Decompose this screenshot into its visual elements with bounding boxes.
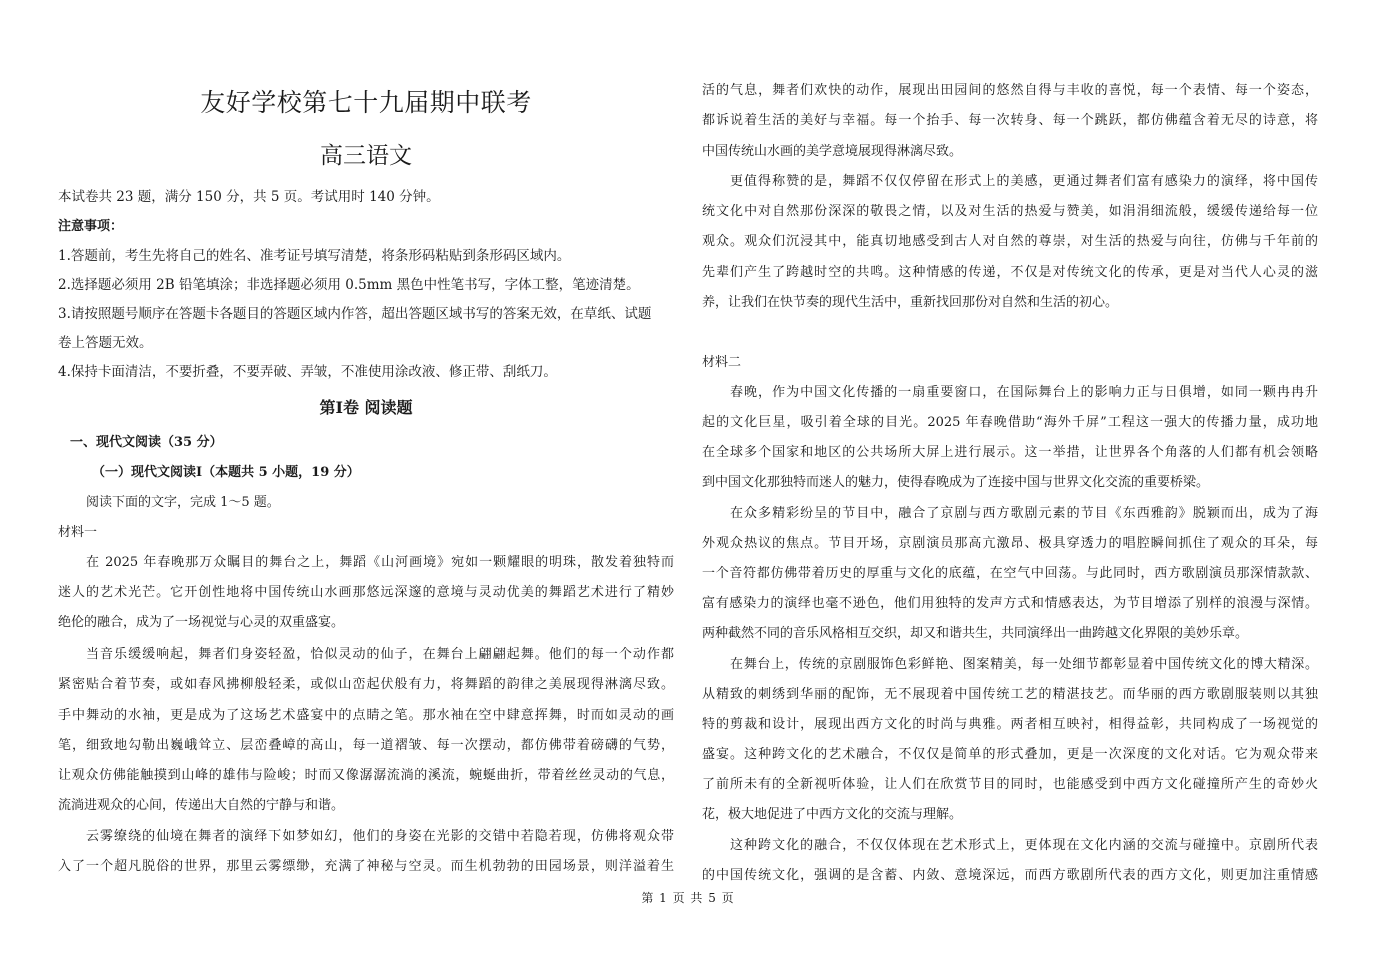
paragraph-line: 起的文化巨星，吸引着全球的目光。2025 年春晚借助“海外千屏”工程这一强大的传播力量，成功地 (702, 415, 1318, 430)
paragraph-line: 手中舞动的水袖，更是成为了这场艺术盛宴中的点睛之笔。那水袖在空中肆意挥舞，时而如灵动的画 (58, 708, 674, 723)
paragraph-line: 在众多精彩纷呈的节目中，融合了京剧与西方歌剧元素的节目《东西雅韵》脱颖而出，成为了海 (730, 506, 1318, 521)
notice-item: 2.选择题必须用 2B 铅笔填涂；非选择题必须用 0.5mm 黑色中性笔书写，字体工整，笔迹清楚。 (58, 277, 640, 293)
paragraph-line: 在 2025 年春晚那万众瞩目的舞台之上，舞蹈《山河画境》宛如一颗耀眼的明珠，散发着独特而 (86, 555, 674, 570)
paragraph-line: 的中国传统文化，强调的是含蓄、内敛、意境深远，而西方歌剧所代表的西方文化，则更加注重情感 (702, 868, 1318, 883)
part-heading: 一、现代文阅读（35 分） (70, 435, 223, 450)
paragraph-line: 统文化中对自然那份深深的敬畏之情，以及对生活的热爱与赞美，如涓涓细流般，缓缓传递给每一位 (702, 204, 1318, 219)
paragraph-line: 特的剪裁和设计，展现出西方文化的时尚与典雅。两者相互映衬，相得益彰，共同构成了一场视觉的 (702, 717, 1318, 732)
notice-item: 1.答题前，考生先将自己的姓名、准考证号填写清楚，将条形码粘贴到条形码区域内。 (58, 248, 571, 264)
notice-item: 4.保持卡面清洁，不要折叠，不要弄破、弄皱，不准使用涂改液、修正带、刮纸刀。 (58, 364, 557, 380)
paragraph-line: 外观众热议的焦点。节目开场，京剧演员那高亢激昂、极具穿透力的唱腔瞬间抓住了观众的耳朵，每 (702, 536, 1318, 551)
exam-title: 友好学校第七十九届期中联考 (200, 88, 532, 117)
paragraph-line: 这种跨文化的融合，不仅仅体现在艺术形式上，更体现在文化内涵的交流与碰撞中。京剧所代表 (730, 838, 1318, 853)
paragraph-line: 在舞台上，传统的京剧服饰色彩鲜艳、图案精美，每一处细节都彰显着中国传统文化的博大精深。 (730, 657, 1318, 672)
paragraph-line: 绝伦的融合，成为了一场视觉与心灵的双重盛宴。 (58, 615, 345, 630)
page-footer: 第 1 页 共 5 页 (641, 891, 735, 905)
paragraph-line: 观众。观众们沉浸其中，能真切地感受到古人对自然的尊崇，对生活的热爱与向往，仿佛与千年前的 (702, 234, 1318, 249)
exam-info: 本试卷共 23 题，满分 150 分，共 5 页。考试用时 140 分钟。 (58, 189, 440, 205)
paragraph-line: 春晚，作为中国文化传播的一扇重要窗口，在国际舞台上的影响力正与日俱增，如同一颗冉冉升 (730, 385, 1318, 400)
paragraph-line: 活的气息，舞者们欢快的动作，展现出田园间的悠然自得与丰收的喜悦，每一个表情、每一个姿态， (702, 83, 1318, 98)
paragraph-line: 笔，细致地勾勒出巍峨耸立、层峦叠嶂的高山，每一道褶皱、每一次摆动，都仿佛带着磅礴的气势， (58, 738, 674, 753)
paragraph-line: 养，让我们在快节奏的现代生活中，重新找回那份对自然和生活的初心。 (702, 295, 1119, 310)
reading-instruction: 阅读下面的文字，完成 1～5 题。 (86, 495, 280, 510)
paragraph-line: 入了一个超凡脱俗的世界，那里云雾缥缈，充满了神秘与空灵。而生机勃勃的田园场景，则洋溢着生 (58, 859, 674, 874)
paragraph-line: 富有感染力的演绎也毫不逊色，他们用独特的发声方式和情感表达，为节目增添了别样的浪漫与深情。 (702, 596, 1318, 611)
notice-item: 3.请按照题号顺序在答题卡各题目的答题区域内作答，超出答题区域书写的答案无效，在草纸、试题 (58, 306, 652, 322)
paragraph-line: 都诉说着生活的美好与幸福。每一个抬手、每一次转身、每一个跳跃，都仿佛蕴含着无尽的诗意，将 (702, 113, 1318, 128)
paragraph-line: 了前所未有的全新视听体验，让人们在欣赏节目的同时，也能感受到中西方文化碰撞所产生的奇妙火 (702, 777, 1318, 792)
volume-title: 第Ⅰ卷 阅读题 (319, 398, 413, 417)
paragraph-line: 让观众仿佛能触摸到山峰的雄伟与险峻；时而又像潺潺流淌的溪流，蜿蜒曲折，带着丝丝灵动的气息， (58, 768, 674, 783)
material-label: 材料二 (702, 355, 742, 370)
paragraph-line: 中国传统山水画的美学意境展现得淋漓尽致。 (702, 144, 963, 159)
paragraph-line: 一个音符都仿佛带着历史的厚重与文化的底蕴，在空气中回荡。与此同时，西方歌剧演员那深情款款、 (702, 566, 1318, 581)
paragraph-line: 两种截然不同的音乐风格相互交织，却又和谐共生，共同演绎出一曲跨越文化界限的美妙乐章。 (702, 626, 1249, 641)
paragraph-line: 紧密贴合着节奏，或如春风拂柳般轻柔，或似山峦起伏般有力，将舞蹈的韵律之美展现得淋漓尽致。 (58, 677, 674, 692)
paragraph-line: 从精致的刺绣到华丽的配饰，无不展现着中国传统工艺的精湛技艺。而华丽的西方歌剧服装则以其独 (702, 687, 1318, 702)
paragraph-line: 花，极大地促进了中西方文化的交流与理解。 (702, 807, 963, 822)
paragraph-line: 流淌进观众的心间，传递出大自然的宁静与和谐。 (58, 798, 345, 813)
paragraph-line: 迷人的艺术光芒。它开创性地将中国传统山水画那悠远深邃的意境与灵动优美的舞蹈艺术进行了精妙 (58, 585, 674, 600)
paragraph-line: 更值得称赞的是，舞蹈不仅仅停留在形式上的美感，更通过舞者们富有感染力的演绎，将中国传 (730, 174, 1318, 189)
paragraph-line: 在全球多个国家和地区的公共场所大屏上进行展示。这一举措，让世界各个角落的人们都有机会领略 (702, 445, 1318, 460)
material-label: 材料一 (58, 525, 98, 540)
paragraph-line: 先辈们产生了跨越时空的共鸣。这种情感的传递，不仅是对传统文化的传承，更是对当代人心灵的滋 (702, 265, 1318, 280)
notice-item: 卷上答题无效。 (58, 335, 153, 351)
sub-part-heading: （一）现代文阅读Ⅰ（本题共 5 小题，19 分） (92, 465, 360, 480)
paragraph-line: 盛宴。这种跨文化的艺术融合，不仅仅是简单的形式叠加，更是一次深度的文化对话。它为观众带来 (702, 747, 1318, 762)
paragraph-line: 当音乐缓缓响起，舞者们身姿轻盈，恰似灵动的仙子，在舞台上翩翩起舞。他们的每一个动作都 (86, 647, 674, 662)
exam-subject: 高三语文 (320, 143, 412, 169)
notice-heading: 注意事项： (58, 219, 124, 234)
paragraph-line: 到中国文化那独特而迷人的魅力，使得春晚成为了连接中国与世界文化交流的重要桥梁。 (702, 475, 1210, 490)
paragraph-line: 云雾缭绕的仙境在舞者的演绎下如梦如幻，他们的身姿在光影的交错中若隐若现，仿佛将观众带 (86, 829, 674, 844)
